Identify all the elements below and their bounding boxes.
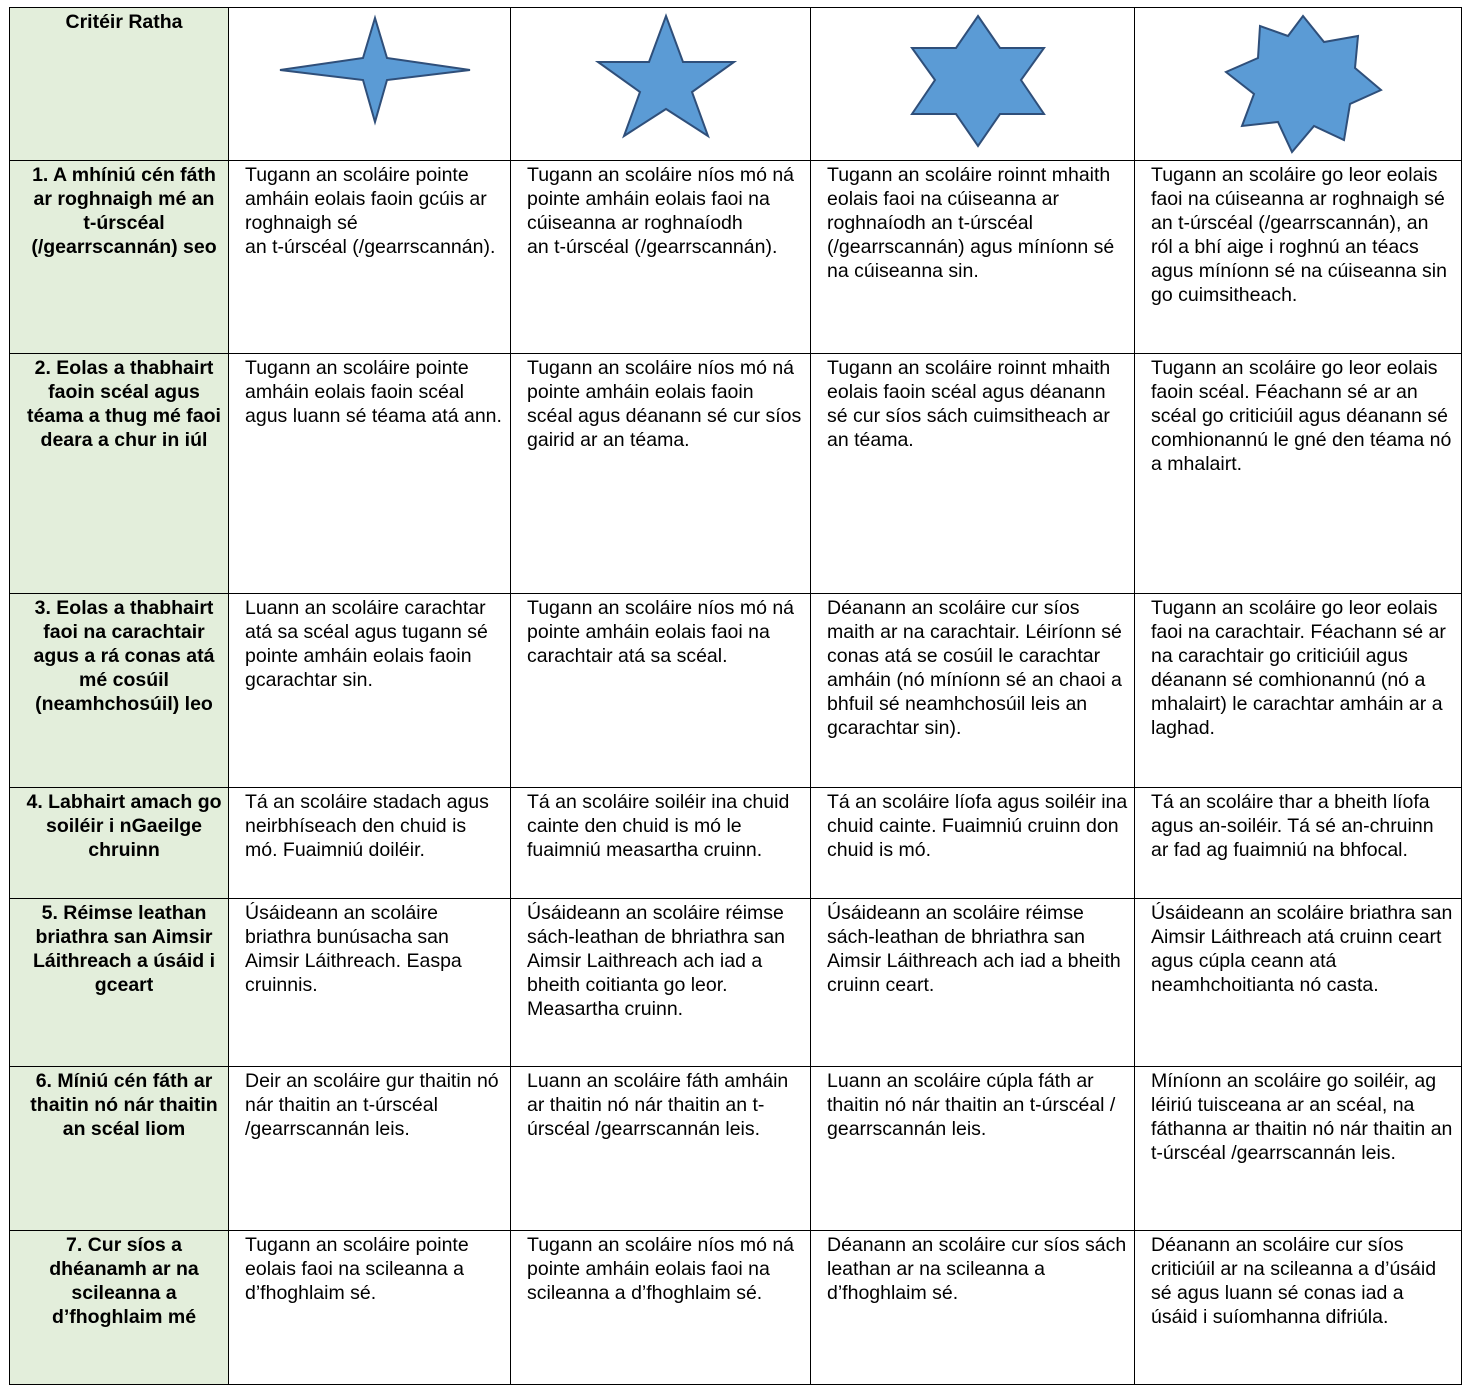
level-1-description: Tugann an scoláire pointe eolais faoi na scileanna a d’fhoghlaim sé. [229,1231,511,1385]
criterion-label: 3. Eolas a thabhairt faoi na carachtair agus a rá conas atá mé cosúil (neamhchosúil) leo [10,594,229,788]
level-2-description: Tugann an scoláire níos mó ná pointe amháin eolais faoi na cúiseanna ar roghnaíodh an t-úrscéal (/gearrscannán). [511,161,811,354]
criterion-row [10,161,1462,354]
level-3-description: Tugann an scoláire roinnt mhaith eolais faoin scéal agus déanann sé cur síos sách cuimsitheach ar an téama. [811,354,1135,594]
level-2-description: Tugann an scoláire níos mó ná pointe amháin eolais faoi na carachtair atá sa scéal. [511,594,811,788]
level-1-description: Tá an scoláire stadach agus neirbhíseach den chuid is mó. Fuaimniú doiléir. [229,788,511,899]
level-3-description: Déanann an scoláire cur síos maith ar na carachtair. Léiríonn sé conas atá se cosúil le carachtar amháin (nó míníonn sé an chaoi a bhfuil sé neamhchosúil leis an gcarachtar sin). [811,594,1135,788]
level-2-description: Tá an scoláire soiléir ina chuid cainte den chuid is mó le fuaimniú measartha cruinn. [511,788,811,899]
level-1-header [229,8,511,161]
level-4-description: Tugann an scoláire go leor eolais faoi na cúiseanna ar roghnaigh sé an t-úrscéal (/gearrscannán), an ról a bhí aige i roghnú an téacs agus míníonn sé na cúiseanna sin go cuimsitheach. [1135,161,1462,354]
criterion-label: 7. Cur síos a dhéanamh ar na scileanna a d’fhoghlaim mé [10,1231,229,1385]
criterion-row [10,1067,1462,1231]
criterion-row [10,354,1462,594]
level-2-header [511,8,811,161]
level-3-description: Luann an scoláire cúpla fáth ar thaitin nó nár thaitin an t-úrscéal / gearrscannán leis. [811,1067,1135,1231]
level-3-description: Tá an scoláire líofa agus soiléir ina chuid cainte. Fuaimniú cruinn don chuid is mó. [811,788,1135,899]
header-row [10,8,1462,161]
level-3-header [811,8,1135,161]
five-point-star-icon [591,10,741,140]
level-4-description: Tá an scoláire thar a bheith líofa agus an-soiléir. Tá sé an-chruinn ar fad ag fuaimniú na bhfocal. [1135,788,1462,899]
six-point-star-icon [903,10,1053,150]
level-3-description: Úsáideann an scoláire réimse sách-leathan de bhriathra san Aimsir Láithreach ach iad a bheith cruinn ceart. [811,899,1135,1067]
level-4-description: Míníonn an scoláire go soiléir, ag léiriú tuisceana ar an scéal, na fáthanna ar thaitin nó nár thaitin an t-úrscéal /gearrscannán leis. [1135,1067,1462,1231]
level-4-header [1135,8,1462,161]
criterion-label: 6. Míniú cén fáth ar thaitin nó nár thaitin an scéal liom [10,1067,229,1231]
rubric-table [9,7,1462,1385]
level-2-description: Tugann an scoláire níos mó ná pointe amháin eolais faoi na scileanna a d’fhoghlaim sé. [511,1231,811,1385]
criterion-row [10,788,1462,899]
criterion-row [10,899,1462,1067]
seven-point-star-icon [1218,10,1388,160]
level-1-description: Luann an scoláire carachtar atá sa scéal agus tugann sé pointe amháin eolais faoin gcarachtar sin. [229,594,511,788]
criterion-row [10,594,1462,788]
rubric-title: Critéir Ratha [10,8,229,161]
criterion-label: 1. A mhíniú cén fáth ar roghnaigh mé an t-úrscéal (/gearrscannán) seo [10,161,229,354]
level-2-description: Luann an scoláire fáth amháin ar thaitin nó nár thaitin an t-úrscéal /gearrscannán leis. [511,1067,811,1231]
level-4-description: Déanann an scoláire cur síos criticiúil ar na scileanna a d’úsáid sé agus luann sé conas iad a úsáid i suíomhanna difriúla. [1135,1231,1462,1385]
four-point-star-icon [275,10,475,130]
criterion-label: 2. Eolas a thabhairt faoin scéal agus téama a thug mé faoi deara a chur in iúl [10,354,229,594]
level-2-description: Úsáideann an scoláire réimse sách-leathan de bhriathra san Aimsir Laithreach ach iad a bheith coitianta go leor. Measartha cruinn. [511,899,811,1067]
level-3-description: Déanann an scoláire cur síos sách leathan ar na scileanna a d’fhoghlaim sé. [811,1231,1135,1385]
criterion-label: 4. Labhairt amach go soiléir i nGaeilge chruinn [10,788,229,899]
level-1-description: Úsáideann an scoláire briathra bunúsacha san Aimsir Láithreach. Easpa cruinnis. [229,899,511,1067]
criterion-label: 5. Réimse leathan briathra san Aimsir Láithreach a úsáid i gceart [10,899,229,1067]
level-1-description: Tugann an scoláire pointe amháin eolais faoin scéal agus luann sé téama atá ann. [229,354,511,594]
criterion-row [10,1231,1462,1385]
level-4-description: Tugann an scoláire go leor eolais faoin scéal. Féachann sé ar an scéal go criticiúil agus déanann sé comhionannú le gné den téama nó a mhalairt. [1135,354,1462,594]
level-4-description: Tugann an scoláire go leor eolais faoi na carachtair. Féachann sé ar na carachtair go criticiúil agus déanann sé comhionannú (nó a mhalairt) le carachtar amháin ar a laghad. [1135,594,1462,788]
level-3-description: Tugann an scoláire roinnt mhaith eolais faoi na cúiseanna ar roghnaíodh an t-úrscéal (/gearrscannán) agus míníonn sé na cúiseanna sin. [811,161,1135,354]
level-4-description: Úsáideann an scoláire briathra san Aimsir Láithreach atá cruinn ceart agus cúpla ceann atá neamhchoitianta nó casta. [1135,899,1462,1067]
level-1-description: Deir an scoláire gur thaitin nó nár thaitin an t-úrscéal /gearrscannán leis. [229,1067,511,1231]
level-1-description: Tugann an scoláire pointe amháin eolais faoin gcúis ar roghnaigh sé an t-úrscéal (/gearrscannán). [229,161,511,354]
level-2-description: Tugann an scoláire níos mó ná pointe amháin eolais faoin scéal agus déanann sé cur síos gairid ar an téama. [511,354,811,594]
